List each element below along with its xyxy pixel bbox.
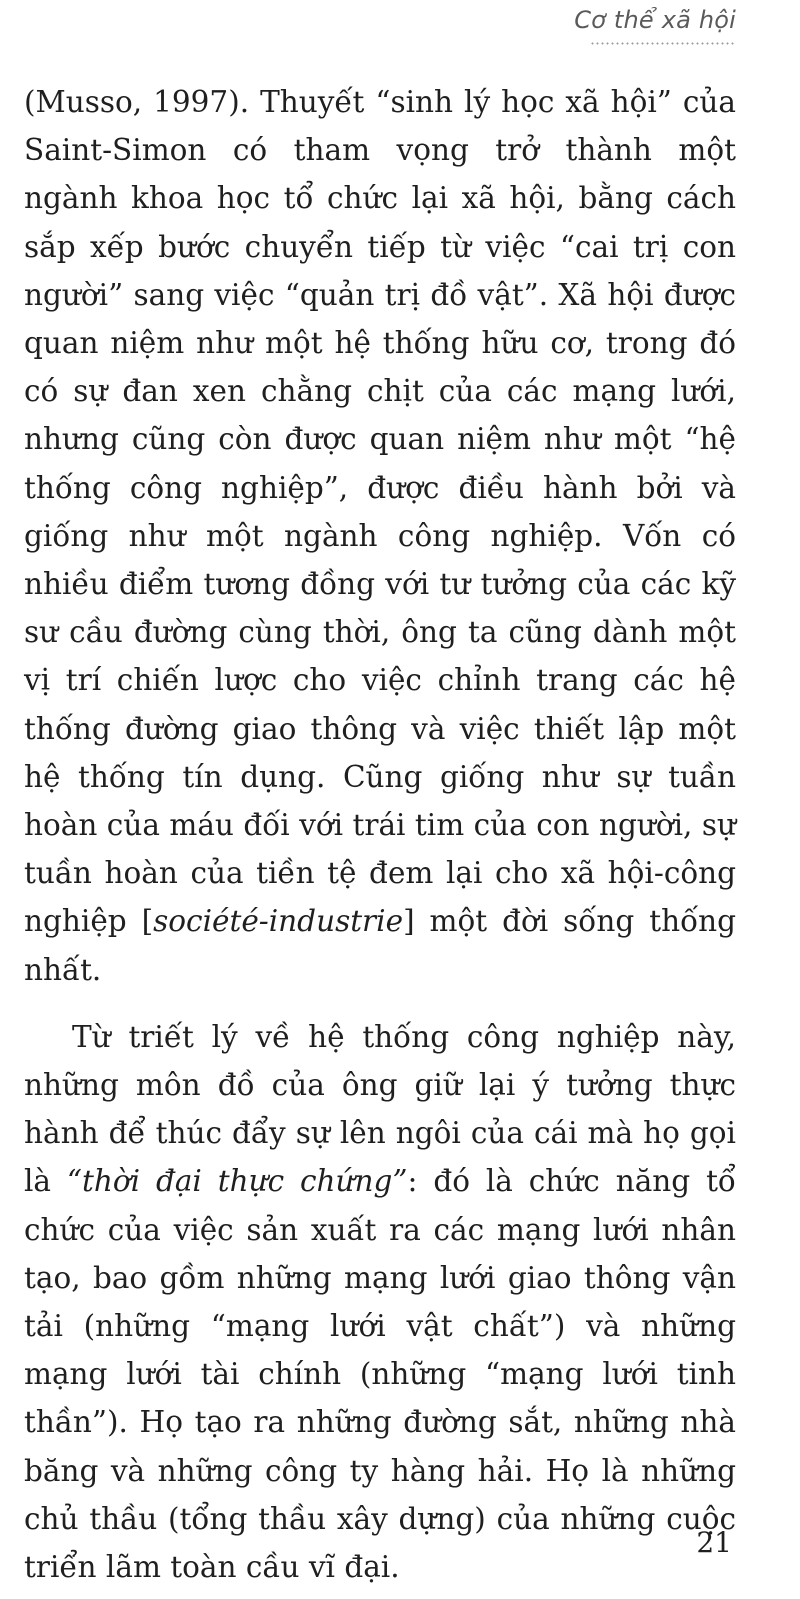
paragraph-2-text-a: Từ triết lý về hệ thống công nghiệp này, những môn đồ của ông giữ lại ý tưởng thực hành để thúc đẩy sự lên ngôi của cái mà họ gọi là (24, 1019, 736, 1199)
running-head-dotted-rule (590, 42, 736, 45)
paragraph-1-italic-term: société-industrie (153, 904, 404, 939)
paragraph-2-italic-term: “thời đại thực chứng” (66, 1164, 408, 1199)
running-head-title: Cơ thể xã hội (574, 6, 736, 34)
paragraph-2-text-b: : đó là chức năng tổ chức của việc sản xuất ra các mạng lưới nhân tạo, bao gồm những mạng lưới giao thông vận tải (những “mạng lưới vật chất”) và những mạng lưới tài chính (những “mạng lưới tinh thần”). Họ tạo ra những đường sắt, những nhà băng và những công ty hàng hải. Họ là những chủ thầu (tổng thầu xây dựng) của những cuộc triển lãm toàn cầu vĩ đại. (24, 1164, 736, 1585)
paragraph-1-text-a: (Musso, 1997). Thuyết “sinh lý học xã hội” của Saint-Simon có tham vọng trở thành một ngành khoa học tổ chức lại xã hội, bằng cách sắp xếp bước chuyển tiếp từ việc “cai trị con người” sang việc “quản trị đồ vật”. Xã hội được quan niệm như một hệ thống hữu cơ, trong đó có sự đan xen chằng chịt của các mạng lưới, nhưng cũng còn được quan niệm như một “hệ thống công nghiệp”, được điều hành bởi và giống như một ngành công nghiệp. Vốn có nhiều điểm tương đồng với tư tưởng của các kỹ sư cầu đường cùng thời, ông ta cũng dành một vị trí chiến lược cho việc chỉnh trang các hệ thống đường giao thông và việc thiết lập một hệ thống tín dụng. Cũng giống như sự tuần hoàn của máu đối với trái tim của con người, sự tuần hoàn của tiền tệ đem lại cho xã hội-công nghiệp [ (24, 85, 736, 939)
body-text (24, 78, 736, 1591)
paragraph-1-text-b: ] một đời sống thống nhất. (24, 904, 737, 987)
paragraph-1 (24, 78, 736, 994)
page-number: 21 (696, 1526, 732, 1559)
paragraph-2 (24, 1013, 736, 1591)
